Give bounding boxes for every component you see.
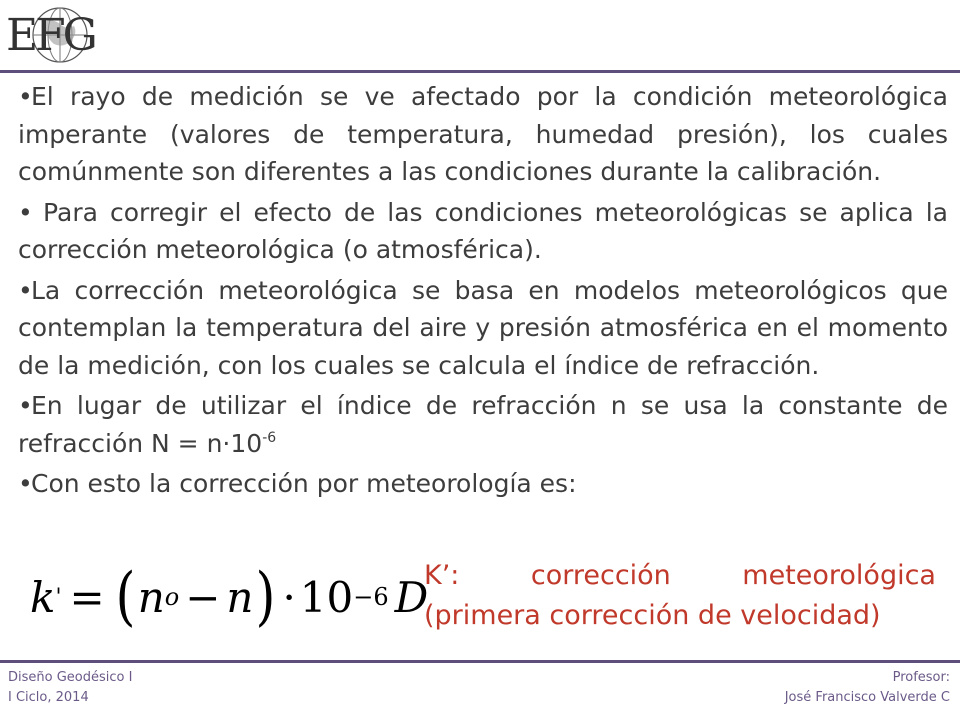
bullet-text: Para corregir el efecto de las condiciones meteorológicas se aplica la corrección meteorológica (o atmosférica). — [18, 197, 948, 264]
formula-exp: −6 — [353, 583, 389, 611]
professor-label: Profesor: — [892, 670, 950, 685]
logo-text: EFG — [6, 10, 95, 61]
formula-minus: − — [185, 572, 221, 622]
bullet-text: La corrección meteorológica se basa en modelos meteorológicos que contemplan la temperatura del aire y presión atmosférica en el momento de la medición, con los cuales se calcula el índice de refracción. — [18, 275, 948, 380]
k-definition-line2: (primera corrección de velocidad) — [424, 600, 881, 631]
professor-name: José Francisco Valverde C — [784, 690, 950, 705]
formula — [30, 560, 429, 634]
k-word-correccion: corrección — [530, 560, 671, 591]
k-word-meteorologica: meteorológica — [742, 560, 936, 591]
logo — [4, 2, 124, 70]
formula-d: D — [394, 572, 429, 622]
header-divider — [0, 70, 960, 73]
formula-n2: n — [226, 572, 254, 622]
footer-divider — [0, 660, 960, 663]
exponent: -6 — [262, 429, 277, 446]
formula-open-paren: ( — [115, 560, 136, 634]
k-definition — [424, 556, 936, 636]
formula-prime: ' — [55, 584, 62, 610]
bullet-text: Con esto la corrección por meteorología es: — [31, 469, 577, 498]
k-definition-line1 — [424, 556, 936, 596]
bullet-text: El rayo de medición se ve afectado por la condición meteorológica imperante (valores de temperatura, humedad presión), los cuales comúnmente son diferentes a las condiciones durante la calibración. — [18, 82, 948, 186]
bullet-item: •En lugar de utilizar el índice de refracción n se usa la constante de refracción $N = n\cdot 10^{-6}$ — [18, 391, 948, 458]
bullet-item: •El rayo de medición se ve afectado por la condición meteorológica imperante (valores de temperatura, humedad presión), los cuales comúnmente son diferentes a las condiciones durante la calibración. — [18, 82, 948, 186]
bullet-item: • Para corregir el efecto de las condiciones meteorológicas se aplica la corrección meteorológica (o atmosférica). — [18, 197, 948, 264]
course-term: I Ciclo, 2014 — [8, 690, 89, 705]
formula-k: k — [30, 572, 56, 622]
formula-n: n — [137, 572, 165, 622]
formula-close-paren: ) — [255, 560, 276, 634]
formula-equals: = — [69, 572, 105, 622]
formula-dot: · — [282, 572, 296, 622]
course-name: Diseño Geodésico I — [8, 670, 133, 685]
k-label: K’: — [424, 560, 460, 591]
formula-ten: 10 — [299, 572, 354, 622]
footer-left — [8, 668, 132, 708]
footer-right — [785, 668, 950, 708]
bullet-list — [18, 78, 948, 506]
bullet-text: En lugar de utilizar el índice de refracción n se usa la constante de refracción N = n·10 — [18, 391, 948, 458]
bullet-item: •La corrección meteorológica se basa en modelos meteorológicos que contemplan la temperatura del aire y presión atmosférica en el momento de la medición, con los cuales se calcula el índice de refracción. — [18, 275, 948, 380]
bullet-item: •Con esto la corrección por meteorología es: — [18, 469, 577, 498]
formula-sub: o — [164, 583, 180, 611]
